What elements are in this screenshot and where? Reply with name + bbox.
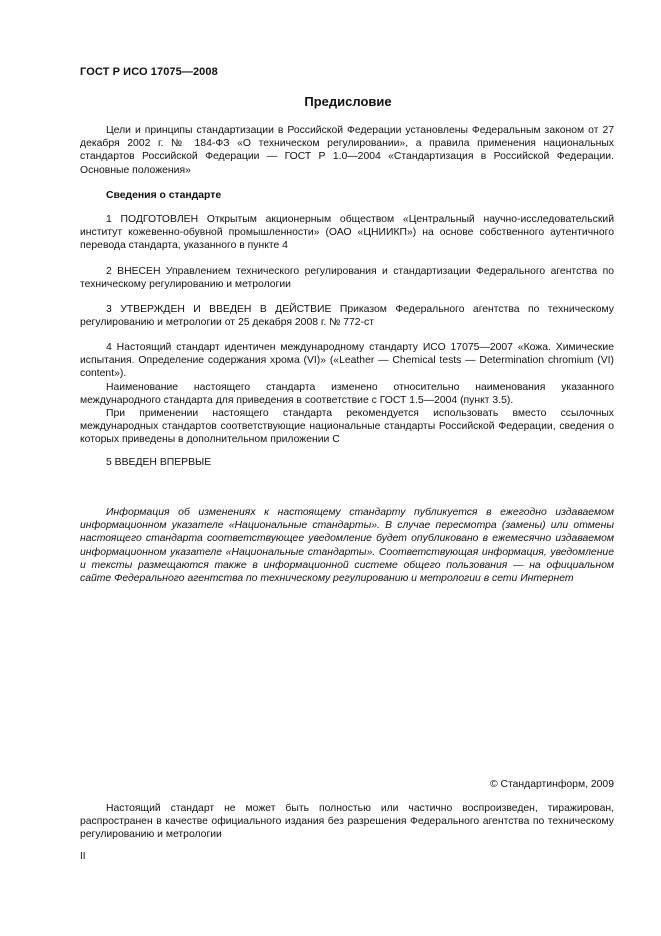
intro-paragraph xyxy=(80,124,614,177)
item-4-note-1: Наименование настоящего стандарта изменено относительно наименования указанного международного стандарта для приведения в соответствие с ГОСТ 1.5—2004 (пункт 3.5). xyxy=(80,381,614,406)
item-5 xyxy=(80,456,614,469)
item-4-note-2: При применении настоящего стандарта рекомендуется использовать вместо ссылочных международных стандартов соответствующие национальные стандарты Российской Федерации, сведения о которых приведены в дополнительном приложении С xyxy=(80,408,614,446)
info-notice-text: Информация об изменениях к настоящему стандарту публикуется в ежегодно издаваемом информационном указателе «Национальные стандарты». В случае пересмотра (замены) или отмены настоящего стандарта соответствующее уведомление будет опубликовано в ежемесячно издаваемом информационном указателе «Национальные стандарты». Соответствующая информация, уведомление и тексты размещаются также в информационной системе общего пользования — на официальном сайте Федерального агентства по техническому регулированию и метрологии в сети Интернет xyxy=(80,507,614,585)
page-number: II xyxy=(80,851,86,862)
reproduction-notice xyxy=(80,802,614,842)
section-heading xyxy=(80,189,614,202)
item-4 xyxy=(80,341,614,447)
item-5-text: 5 ВВЕДЕН ВПЕРВЫЕ xyxy=(106,457,212,468)
page-title: Предисловие xyxy=(304,94,392,109)
item-3 xyxy=(80,303,614,329)
item-2 xyxy=(80,265,614,291)
reproduction-notice-text: Настоящий стандарт не может быть полностью или частично воспроизведен, тиражирован, распространен в качестве официального издания без разрешения Федерального агентства по техническому регулированию и метрологии xyxy=(80,803,614,841)
item-4-text: 4 Настоящий стандарт идентичен международному стандарту ИСО 17075—2007 «Кожа. Химические испытания. Определение содержания хрома (VI)» («Leather — Chemical tests — Determination chromium (VI) content»). xyxy=(80,342,614,380)
standard-header: ГОСТ Р ИСО 17075—2008 xyxy=(80,66,218,78)
section-heading-text: Сведения о стандарте xyxy=(106,190,222,201)
item-2-text: 2 ВНЕСЕН Управлением технического регулирования и стандартизации Федерального агентства по техническому регулированию и метрологии xyxy=(80,266,614,291)
intro-text: Цели и принципы стандартизации в Российской Федерации установлены Федеральным законом от 27 декабря 2002 г. № 184-ФЗ «О техническом регулировании», а правила применения национальных стандартов Российской Федерации — ГОСТ Р 1.0—2004 «Стандартизация в Российской Федерации. Основные положения» xyxy=(80,125,614,176)
item-3-text: 3 УТВЕРЖДЕН И ВВЕДЕН В ДЕЙСТВИЕ Приказом Федерального агентства по техническому регулированию и метрологии от 25 декабря 2008 г. № 772-ст xyxy=(80,304,614,329)
item-1-text: 1 ПОДГОТОВЛЕН Открытым акционерным обществом «Центральный научно-исследовательский институт кожевенно-обувной промышленности» (ОАО «ЦНИИКП») на основе собственного аутентичного перевода стандарта, указанного в пункте 4 xyxy=(80,214,614,252)
copyright: © Стандартинформ, 2009 xyxy=(489,779,614,790)
info-notice xyxy=(80,506,614,585)
item-1 xyxy=(80,213,614,253)
